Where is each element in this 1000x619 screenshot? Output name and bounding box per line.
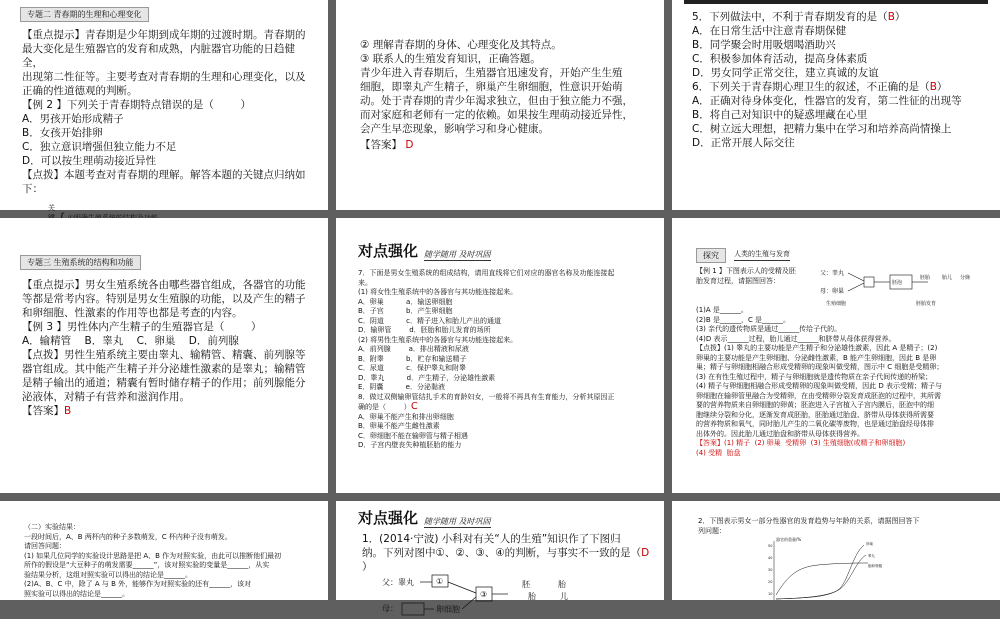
line: 所作的假设是“大豆种子的萌发需要______”，该对照实验的变量是______，从实	[24, 561, 270, 569]
practice-subtitle: 随学随用 及时巩固	[424, 517, 491, 526]
ytick: 30	[768, 568, 773, 572]
dev-label: 胚胎发育	[916, 301, 937, 307]
line: D．可以按生理萌动接近异性	[22, 155, 157, 167]
ytick: 50	[768, 544, 773, 548]
slide-organ-growth	[672, 501, 1000, 600]
answer-8: C	[410, 401, 418, 412]
box-3-label: ③	[480, 590, 488, 599]
answer-line: 【答案】(1) 精子 (2) 卵巢 受精卵 (3) 生殖细胞(或精子和卵细胞)	[696, 439, 906, 447]
topic-tag: 专题三 生殖系统的结构和功能	[20, 255, 141, 270]
line: D．输卵管 d．胚胎和胎儿发育的场所	[358, 326, 491, 334]
key-label: 关	[48, 204, 55, 212]
line: A．卵巢不能产生和排出卵细胞	[358, 412, 454, 421]
slide-answer-d	[336, 0, 664, 210]
line: 胞继续分裂和分化，逐渐发育成胚胎，胚胎通过胎盘、脐带从母体获得所需要	[696, 410, 934, 419]
line: A．正确对待身体变化，性器官的发育，第二性征的出现等	[692, 95, 962, 107]
line: 【重点提示】青春期是少年期到成年期的过渡时期。青春期的	[22, 29, 306, 41]
baby-label: 胎	[558, 580, 566, 589]
line: (4)D 表示______过程，胎儿通过______和脐带从母体获得营养。	[696, 334, 896, 343]
line: C．卵细胞不能在输卵管与精子相遇	[358, 431, 468, 440]
series-ovary	[776, 545, 864, 599]
slide-practice-7-8: 对点强化 随学随用 及时巩固 7．下面是男女生殖系统的组成结构，请用直线将它们对应的器官名称及功能连接起 来。 (1) 将女性生殖系统中的各器官与其功能连接起来。 A．卵巢 a．输送卵细胞 B．子宫 b．产生卵细胞 C．阴道 c．精子进入和胎儿产出的通道 D．输卵管 d．胚胎和胎儿发育的场所 (2) 将男性生殖系统中的各器官与其功能连接起来。 A．前列腺 a．排出精液和尿液 B．附睾 b．贮存和输送精子 C．尿道 c．保护睾丸和附睾 D．睾丸 d．产生精子，分泌雄性激素 E．阴囊 e．分泌黏液 8．做过双侧输卵管结扎手术的育龄妇女，一般将不再具有生育能力，分析其原因正 确的是（ ）C A．卵巢不能产生和排出卵细胞 B．卵巢不能产生雌性激素 C．卵细胞不能在输卵管与精子相遇 D．子宫内壁丧失种植胚胎的能力	[336, 218, 664, 493]
father-label: 父：睾丸	[382, 578, 414, 587]
slide-practice-1: 对点强化 随学随用 及时巩固 1．(2014·宁波) 小科对有关“人的生殖”知识作了下图归 纳。下列对图中①、②、③、④的判断，与事实不一致的是（D ） 父：睾丸 ① 母： 卵细胞 ③ 胚 胎 胎 儿	[336, 501, 664, 600]
question: 2．下图表示男女一部分性器官的发育趋势与年龄的关系，请据图回答下	[698, 517, 920, 525]
line: 【例 1 】下图表示人的受精及胚	[696, 267, 796, 275]
line: 照实验可以得出的结论是______。	[24, 589, 129, 598]
practice-title: 对点强化	[358, 242, 419, 260]
question: 1．(2014·宁波) 小科对有关“人的生殖”知识作了下图归	[362, 533, 621, 545]
label-brain: 脑和脊髓	[868, 564, 882, 568]
question: 列问题：	[698, 526, 726, 535]
line: 卵细胞在输卵管里融合为受精卵，在由受精卵分裂发育成胚泡的过程中，其所需	[696, 391, 941, 400]
line: ③ 联系人的生殖发育知识，正确答题。	[360, 53, 541, 65]
line: 的营养物质和氧气，同时胎儿产生的二氧化碳等废物，也是通过胎盘经母体排	[696, 420, 934, 428]
slide-youth-changes	[0, 0, 328, 210]
line: (2)A、B、C 中，除了 A 与 B 外，能够作为对照实验的还有______，该对	[24, 580, 252, 588]
line: (2)B 是______，C 是______。	[696, 315, 791, 324]
embryo-label: 胚泡	[892, 280, 903, 286]
ytick: 10	[768, 592, 773, 596]
line: 正确的性道德观的判断。	[22, 85, 138, 97]
line: E．阴囊 e．分泌黏液	[358, 383, 445, 391]
line: D．正常开展人际交往	[692, 137, 795, 149]
father-label: 父：睾丸	[820, 270, 845, 277]
line: (1) 将女性生殖系统中的各器官与其功能连接起来。	[358, 288, 518, 296]
line: B．女孩开始排卵	[22, 127, 103, 139]
answer-6: B	[929, 81, 937, 93]
line: 下：	[22, 183, 43, 195]
line: (3) 在有性生殖过程中，精子与卵细胞就是遗传物质在亲子代间传递的桥梁；	[696, 372, 933, 381]
line: A．卵巢 a．输送卵细胞	[358, 297, 453, 306]
line: B．将自己对知识中的疑惑埋藏在心里	[692, 109, 868, 121]
line: 动。处于青春期的青少年渴求独立，但由于独立能力不强，	[360, 95, 633, 107]
line: 【点拨】本题考查对青春期的理解。解答本题的关键点归纳如	[22, 169, 306, 181]
line: 出现第二性征等。主要考查对青春期的生理和心理变化，以及	[22, 71, 306, 83]
line: 【点拨】(1) 睾丸的主要功能是产生精子和分泌雄性激素，因此 A 是精子；(2)	[696, 344, 938, 352]
line: D．睾丸 d．产生精子，分泌雄性激素	[358, 373, 496, 382]
line: 【重点提示】男女生殖系统各由哪些器官组成，各器官的功能	[22, 279, 306, 291]
line: C．树立远大理想，把精力集中在学习和培养高尚情操上	[692, 123, 952, 135]
answer-value: B	[64, 405, 72, 417]
line: 卵巢的主要功能是产生卵细胞、分泌雌性激素，B 能产生卵细胞，因此 B 是卵	[696, 353, 937, 362]
germ-label: 生殖细胞	[826, 301, 847, 307]
answer-1: D	[641, 547, 650, 559]
line: 一段时间后，A、B 两杯内的种子多数萌发，C 杯内种子没有萌发。	[24, 532, 232, 541]
line: 出体外的。因此胎儿通过胎盘和脐带从母体获得营养。	[696, 429, 864, 438]
line: (2) 将男性生殖系统中的各器官与其功能连接起来。	[358, 335, 518, 344]
connector	[848, 283, 864, 291]
line: 来。	[358, 278, 372, 287]
line: 青少年进入青春期后，生殖器官迅速发育，开始产生生殖	[360, 67, 623, 79]
line: （二）实验结果：	[24, 523, 80, 531]
chart-title: 器官的重量/%	[776, 537, 802, 542]
line: C．独立意识增强但独立能力不足	[22, 141, 177, 153]
slide-explore-reproduction	[672, 218, 1000, 493]
answer-line: (4) 受精 胎盘	[696, 448, 741, 457]
line: A．男孩开始形成精子	[22, 113, 124, 125]
birth-label: 分娩	[960, 275, 971, 281]
line: ② 理解青春期的身体、心理变化及其特点。	[360, 39, 562, 51]
line: B．子宫 b．产生卵细胞	[358, 307, 453, 315]
practice-subtitle: 随学随用 及时巩固	[424, 250, 491, 259]
line: 7．下面是男女生殖系统的组成结构，请用直线将它们对应的器官名称及功能连接起	[358, 269, 615, 277]
q6: 6．下列关于青春期心理卫生的叙述，不正确的是（B）	[692, 81, 948, 93]
line: 器官组成。其中能产生精子并分泌雄性激素的是睾丸；输精管	[22, 363, 306, 375]
label-ovary: 卵巢	[866, 542, 873, 546]
line: D．子宫内壁丧失种植胚胎的能力	[358, 441, 462, 449]
answer-5: B	[887, 11, 895, 23]
ytick: 40	[768, 556, 773, 560]
slide-reproductive-system	[0, 218, 328, 493]
line: 是精子输出的通道；精囊有暂时储存精子的作用；前列腺能分	[22, 377, 306, 389]
line: 【例 3 】男性体内产生精子的生殖器官是（ ）	[22, 321, 262, 333]
line: 验结果分析，这组对照实验可以得出的结论是______。	[24, 570, 192, 579]
infant-label: 儿	[560, 592, 568, 601]
mother-label: 母：卵巢	[820, 288, 845, 295]
embryo-label: 胚	[522, 580, 530, 589]
explore-title: 人类的生殖与发育	[734, 250, 790, 261]
line: 胎发育过程，请据图回答：	[696, 276, 780, 285]
line: 【点拨】男性生殖系统主要由睾丸、输精管、精囊、前列腺等	[22, 349, 306, 361]
line: B．附睾 b．贮存和输送精子	[358, 354, 467, 363]
answer-label: 【答案】	[22, 405, 64, 417]
egg-label: 卵细胞	[436, 605, 460, 614]
answer-label: 【答案】	[360, 139, 402, 151]
practice-title: 对点强化	[358, 509, 419, 527]
line: A．输精管 B．睾丸 C．卵巢 D．前列腺	[22, 335, 239, 347]
line: C．尿道 c．保护睾丸和附睾	[358, 364, 466, 372]
mother-label: 母：	[382, 604, 398, 613]
line: (1)A 是______。	[696, 306, 748, 314]
line: 和卵细胞、性激素的作用等也都是考查的内容。	[22, 307, 243, 319]
line: 请回答问题：	[24, 542, 66, 550]
line: A．前列腺 a．排出精液和尿液	[358, 345, 469, 353]
baby-label: 胎儿	[942, 275, 953, 281]
series-brain	[776, 563, 868, 595]
label-testis: 睾丸	[868, 554, 875, 558]
line: 细胞，即睾丸产生精子，卵巢产生卵细胞，性意识开始萌	[360, 81, 623, 93]
line: 等都是常考内容。特别是男女生殖腺的功能，以及产生的精子	[22, 293, 306, 305]
slide-questions-5-6	[672, 0, 1000, 210]
line: 8．做过双侧输卵管结扎手术的育龄妇女，一般将不再具有生育能力，分析其原因正	[358, 392, 615, 401]
box-c	[864, 277, 874, 287]
box-1-label: ①	[436, 577, 444, 586]
q5: 5．下列做法中，不利于青春期发育的是（B）	[692, 11, 906, 23]
fetus-label: 胚胎	[920, 275, 931, 281]
connector	[848, 273, 864, 281]
line: B．同学聚会时用吸烟喝酒助兴	[692, 39, 836, 51]
line: 会产生早恋现象，影响学习和身心健康。	[360, 123, 549, 135]
slide-experiment-results	[0, 501, 328, 600]
line: 而对家庭和老师有一定的依赖。如果按生理萌动接近异性，	[360, 109, 633, 121]
line: 泌液体，对精子有营养和滋润作用。	[22, 391, 190, 403]
line: 巢；精子与卵细胞相融合形成受精卵的现象叫做受精，图示中 C 细胞是受精卵；	[696, 363, 944, 371]
line: A．在日常生活中注意青春期保健	[692, 25, 847, 37]
line: D．男女同学正常交往，建立真诚的友谊	[692, 67, 879, 79]
line: 要的营养物质来自卵细胞的卵黄；胚泡进入子宫植入子宫内膜后，胚泡中的细	[696, 401, 934, 409]
line: 最大变化是生殖器官的发育和成熟，内脏器官功能的日趋健全，	[22, 43, 295, 69]
fertilization-diagram	[820, 263, 980, 307]
explore-tag: 探究	[696, 248, 726, 263]
line: (3) 亲代的遗传物质是通过______传给子代的。	[696, 325, 842, 333]
line: C．阴道 c．精子进入和胎儿产出的通道	[358, 316, 501, 325]
line: 【例 2 】下列关于青春期特点错误的是（ ）	[22, 99, 252, 111]
organ-growth-chart	[768, 535, 888, 600]
topic-tag: 专题二 青春期的生理和心理变化	[20, 7, 149, 22]
slide-body	[0, 22, 328, 233]
ytick: 20	[768, 580, 773, 584]
line: (4) 精子与卵细胞相融合形成受精卵的现象叫做受精，因此 D 表示受精；精子与	[696, 382, 942, 390]
line: B．卵巢不能产生雌性激素	[358, 422, 440, 430]
line: (1) 如果几位同学的实验设计思路是把 A、B 作为对照实验，由此可以推断他们最初	[24, 551, 282, 560]
line: C．积极参加体育活动，提高身体素质	[692, 53, 868, 65]
reproduction-flow-diagram	[362, 575, 622, 615]
fetus-label: 胎	[528, 592, 536, 601]
answer-value: D	[405, 139, 414, 151]
question-close: ）	[362, 561, 373, 573]
box-2	[402, 603, 424, 615]
